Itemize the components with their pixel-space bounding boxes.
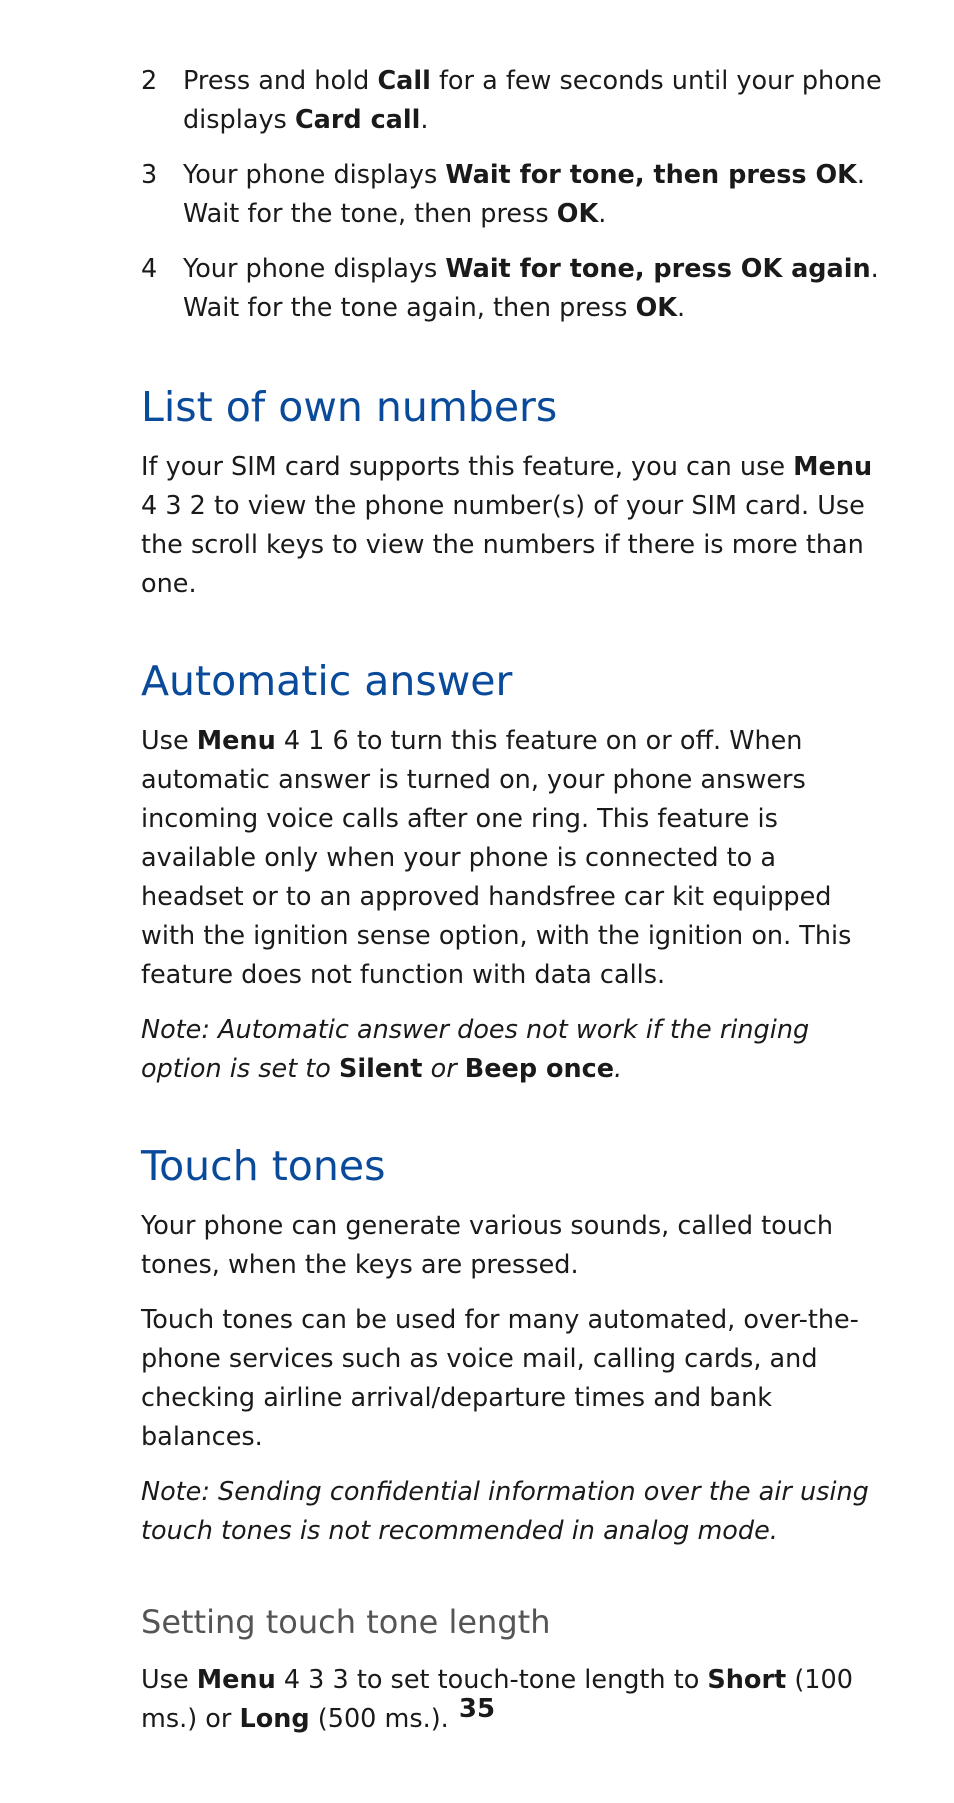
option-short: Short	[707, 1665, 787, 1695]
display-wait-for-tone-again: Wait for tone, press OK again	[445, 254, 871, 284]
step-text-part: . Wait for the tone again, then press	[183, 254, 879, 323]
manual-page	[141, 62, 886, 1755]
heading-touch-tones: Touch tones	[141, 1142, 386, 1190]
step-number: 3	[141, 160, 158, 190]
step-text	[183, 156, 886, 234]
step-text-part: Your phone displays	[183, 160, 446, 190]
display-wait-for-tone: Wait for tone, then press OK	[445, 160, 857, 190]
key-menu: Menu	[196, 726, 276, 756]
text-part: If your SIM card supports this feature, you can use	[141, 452, 794, 482]
option-silent: Silent	[339, 1054, 423, 1084]
automatic-answer-note	[141, 1011, 886, 1089]
touch-tones-paragraph-2: Touch tones can be used for many automated, over-the-phone services such as voice mail, calling cards, and checking airline arrival/departure times and bank balances.	[141, 1305, 859, 1452]
text-part: Use	[141, 1665, 197, 1695]
note-text-part: or	[422, 1054, 465, 1084]
text-part: (100 ms.) or	[141, 1665, 853, 1734]
step-text-part: Your phone displays	[183, 254, 446, 284]
step-3	[141, 156, 886, 234]
step-text-part: .	[420, 105, 429, 135]
step-text	[183, 62, 886, 140]
text-part: Use	[141, 726, 197, 756]
text-part: 4 3 3 to set touch-tone length to	[275, 1665, 708, 1695]
key-ok: OK	[635, 293, 678, 323]
own-numbers-paragraph	[141, 448, 886, 604]
key-ok: OK	[556, 199, 599, 229]
step-text-part: Press and hold	[183, 66, 378, 96]
touch-tones-paragraph-1: Your phone can generate various sounds, called touch tones, when the keys are pressed.	[141, 1211, 834, 1280]
step-text-part: . Wait for the tone, then press	[183, 160, 865, 229]
page-number: 35	[458, 1694, 496, 1724]
automatic-answer-paragraph	[141, 722, 886, 995]
option-beep-once: Beep once	[464, 1054, 615, 1084]
key-menu: Menu	[793, 452, 873, 482]
step-text-part: for a few seconds until your phone displays	[183, 66, 882, 135]
step-number: 4	[141, 254, 158, 284]
display-card-call: Card call	[294, 105, 421, 135]
key-menu: Menu	[196, 1665, 276, 1695]
option-long: Long	[239, 1704, 310, 1734]
step-4	[141, 250, 886, 328]
heading-list-of-own-numbers: List of own numbers	[141, 383, 558, 431]
step-2	[141, 62, 886, 140]
text-part: (500 ms.).	[309, 1704, 449, 1734]
heading-automatic-answer: Automatic answer	[141, 657, 513, 705]
touch-tones-note: Note: Sending confidential information over the air using touch tones is not recommended in analog mode.	[141, 1477, 869, 1546]
step-text-part: .	[677, 293, 686, 323]
key-call: Call	[377, 66, 431, 96]
heading-setting-touch-tone-length: Setting touch tone length	[141, 1603, 551, 1641]
step-number: 2	[141, 66, 158, 96]
step-text-part: .	[598, 199, 607, 229]
text-part: 4 1 6 to turn this feature on or off. When automatic answer is turned on, your phone answers incoming voice calls after one ring. This feature is available only when your phone is connected to a headset or to an approved handsfree car kit equipped with the ignition sense option, with the ignition on. This feature does not function with data calls.	[141, 726, 852, 990]
text-part: 4 3 2 to view the phone number(s) of your SIM card. Use the scroll keys to view the numbers if there is more than one.	[141, 491, 865, 599]
note-text-part: Note: Automatic answer does not work if the ringing option is set to	[141, 1015, 810, 1084]
note-text-part: .	[614, 1054, 623, 1084]
step-text	[183, 250, 886, 328]
